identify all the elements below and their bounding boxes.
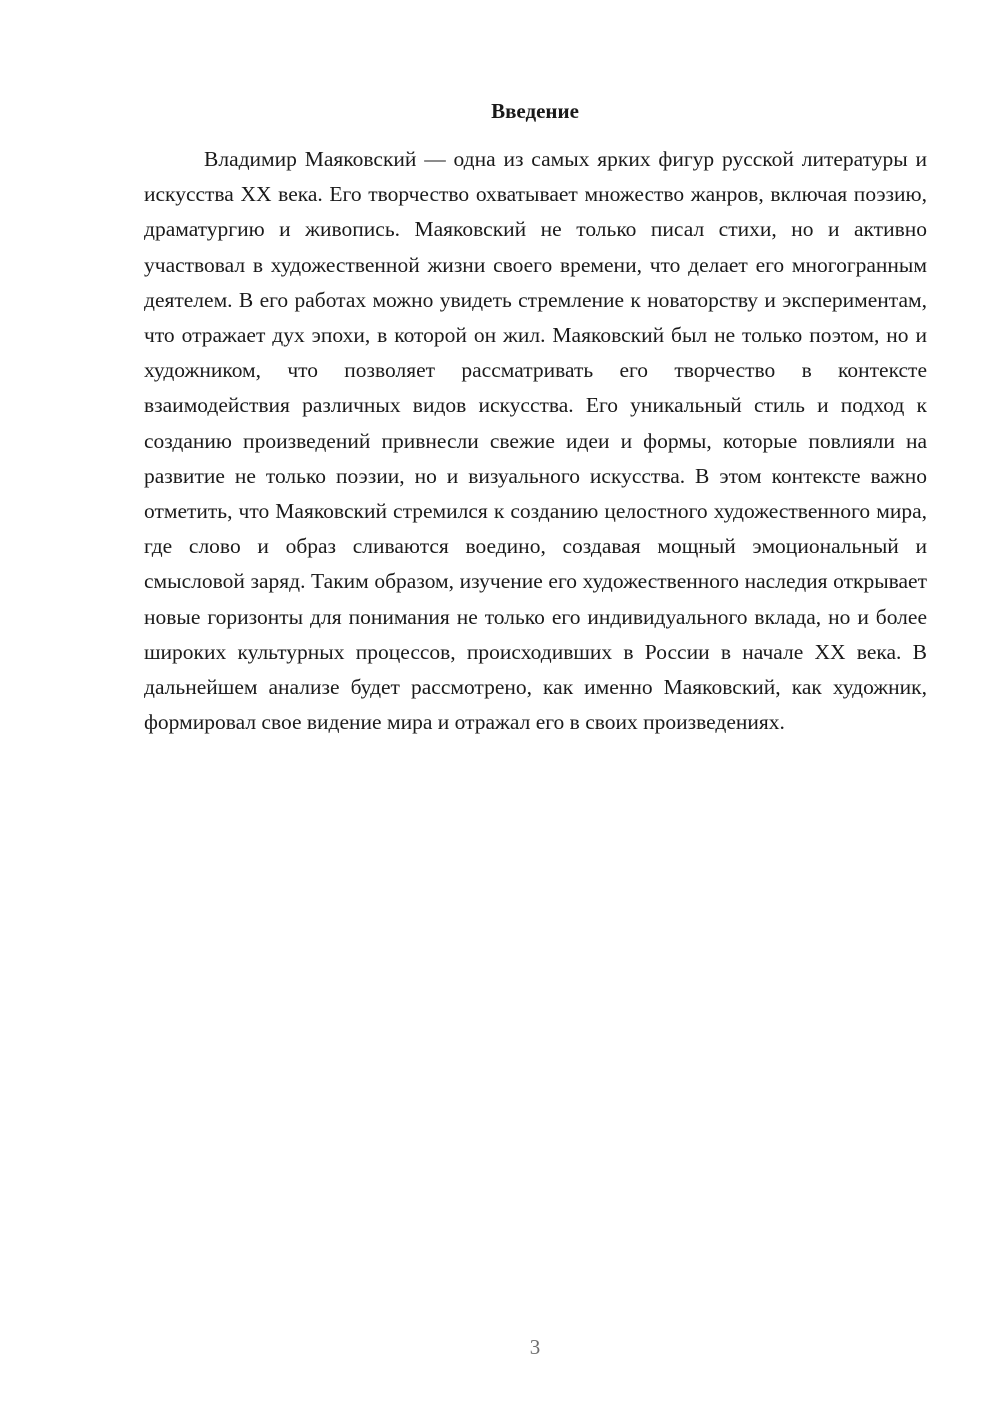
body-paragraph: Владимир Маяковский — одна из самых ярких фигур русской литературы и искусства XX века. Его творчество охватывает множество жанров, включая поэзию, драматургию и живопись. Маяковский не только писал стихи, но и активно участвовал в художественной жизни своего времени, что делает его многогранным деятелем. В его работах можно увидеть стремление к новаторству и экспериментам, что отражает дух эпохи, в которой он жил. Маяковский был не только поэтом, но и художником, что позволяет рассматривать его творчество в контексте взаимодействия различных видов искусства. Его уникальный стиль и подход к созданию произведений привнесли свежие идеи и формы, которые повлияли на развитие не только поэзии, но и визуального искусства. В этом контексте важно отметить, что Маяковский стремился к созданию целостного художественного мира, где слово и образ сливаются воедино, создавая мощный эмоциональный и смысловой заряд. Таким образом, изучение его художественного наследия открывает новые горизонты для понимания не только его индивидуального вклада, но и более широких культурных процессов, происходивших в России в начале XX века. В дальнейшем анализе будет рассмотрено, как именно Маяковский, как художник, формировал свое видение мира и отражал его в своих произведениях. [144,147,927,735]
page-number: 3 [529,1335,541,1359]
section-heading: Введение [491,99,579,123]
